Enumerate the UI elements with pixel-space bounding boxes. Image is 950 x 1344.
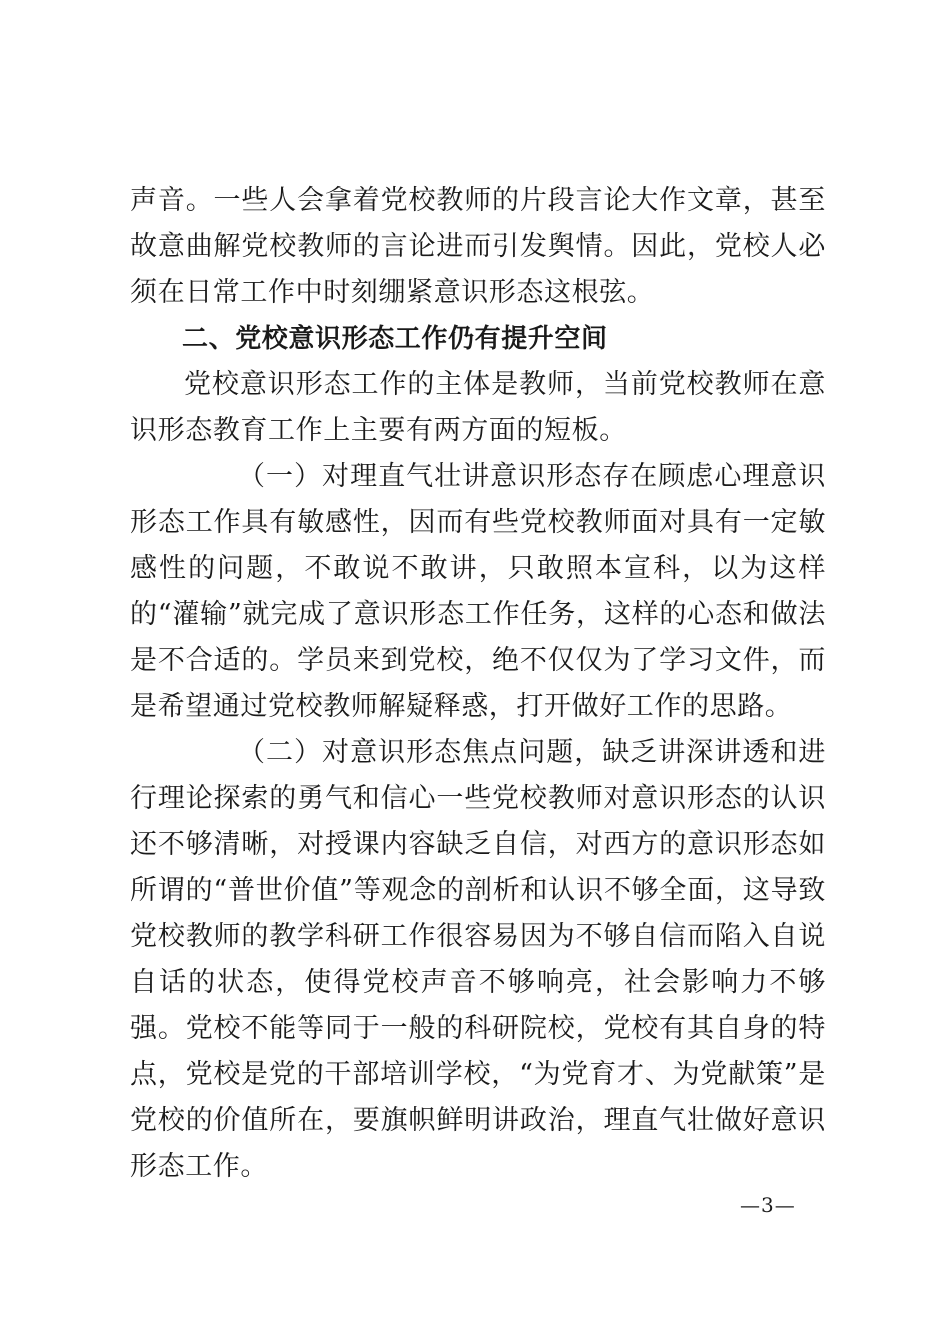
section-heading: 二、党校意识形态工作仍有提升空间 xyxy=(182,324,608,354)
subsection-two-paragraph: （二）对意识形态焦点问题，缺乏讲深讲透和进行理论探索的勇气和信心一些党校教师对意识形态的认识还不够清晰，对授课内容缺乏自信，对西方的意识形态如所谓的“普世价值”等观念的剖析和认识不够全面，这导致党校教师的教学科研工作很容易因为不够自信而陷入自说自话的状态，使得党校声音不够响亮，社会影响力不够强。党校不能等同于一般的科研院校，党校有其自身的特点，党校是党的干部培训学校，“为党育才、为党献策”是党校的价值所在，要旗帜鲜明讲政治，理直气壮做好意识形态工作。 xyxy=(130,737,826,1182)
document-body xyxy=(130,178,826,1190)
page-number: —3— xyxy=(740,1193,796,1217)
continued-paragraph: 声音。一些人会拿着党校教师的片段言论大作文章，甚至故意曲解党校教师的言论进而引发舆情。因此，党校人必须在日常工作中时刻绷紧意识形态这根弦。 xyxy=(130,185,826,308)
intro-paragraph: 党校意识形态工作的主体是教师，当前党校教师在意识形态教育工作上主要有两方面的短板。 xyxy=(130,369,826,446)
subsection-one-paragraph: （一）对理直气壮讲意识形态存在顾虑心理意识形态工作具有敏感性，因而有些党校教师面对具有一定敏感性的问题，不敢说不敢讲，只敢照本宣科，以为这样的“灌输”就完成了意识形态工作任务，这样的心态和做法是不合适的。学员来到党校，绝不仅仅为了学习文件，而是希望通过党校教师解疑释惑，打开做好工作的思路。 xyxy=(130,461,826,722)
